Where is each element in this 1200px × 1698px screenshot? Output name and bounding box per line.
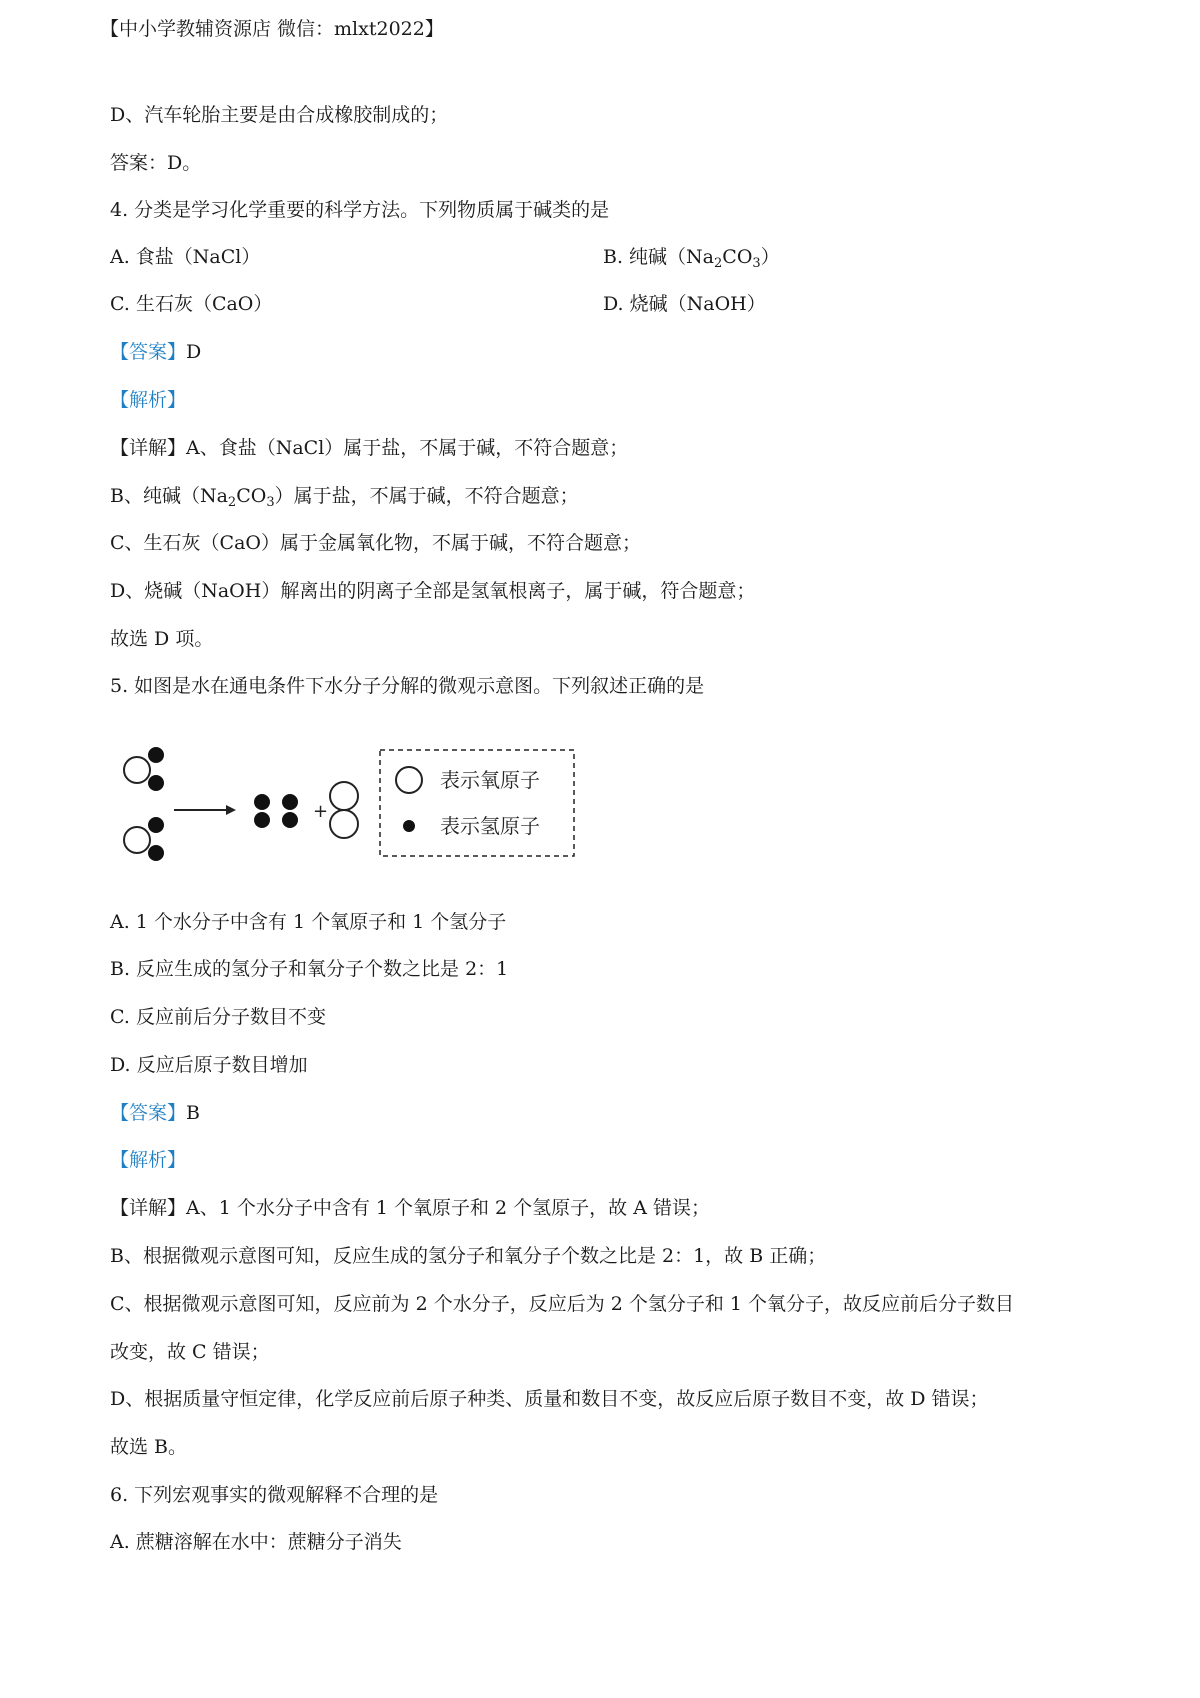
hydrogen-atom-icon [148,845,164,861]
q6-option-a: A. 蔗糖溶解在水中：蔗糖分子消失 [110,1531,402,1553]
water-molecule-icon [124,747,164,791]
q4-detail-b-text: ）属于盐，不属于碱，不符合题意； [274,485,579,507]
oxygen-atom-icon [124,757,150,783]
q4-detail-d: D、烧碱（NaOH）解离出的阴离子全部是氢氧根离子，属于碱，符合题意； [110,580,756,602]
reaction-arrow-icon [174,805,236,815]
hydrogen-atom-icon [148,775,164,791]
q4-detail-c: C、生石灰（CaO）属于金属氧化物，不属于碱，不符合题意； [110,532,641,554]
q4-detail-b-text: CO [236,485,267,507]
subscript: 3 [752,256,761,271]
hydrogen-atom-icon [148,747,164,763]
water-molecule-icon [124,817,164,861]
q4-detail-b [110,484,579,508]
q5-answer [110,1101,200,1125]
legend-box [380,750,574,856]
q4-detail-b-text: B、纯碱（Na [110,485,228,507]
q4-option-b-text: ） [760,246,780,268]
hydrogen-molecule-icon [282,794,298,828]
q4-detail-a: 【详解】A、食盐（NaCl）属于盐，不属于碱，不符合题意； [110,437,629,459]
answer-value: D [186,341,202,363]
oxygen-atom-icon [124,827,150,853]
legend-oxygen-label: 表示氧原子 [440,768,540,792]
q5-detail-b: B、根据微观示意图可知，反应生成的氢分子和氧分子个数之比是 2：1，故 B 正确； [110,1245,827,1267]
q5-detail-a: 【详解】A、1 个水分子中含有 1 个氧原子和 2 个氢原子，故 A 错误； [110,1197,710,1219]
q5-detail-c1: C、根据微观示意图可知，反应前为 2 个水分子，反应后为 2 个氢分子和 1 个氧分子，故反应前后分子数目 [110,1293,1015,1315]
hydrogen-molecule-icon [254,794,270,828]
q5-option-b: B. 反应生成的氢分子和氧分子个数之比是 2：1 [110,958,509,980]
q4-stem: 4. 分类是学习化学重要的科学方法。下列物质属于碱类的是 [110,199,610,221]
q4-option-c: C. 生石灰（CaO） [110,293,273,315]
q5-stem: 5. 如图是水在通电条件下水分子分解的微观示意图。下列叙述正确的是 [110,675,705,697]
q5-conclusion: 故选 B。 [110,1436,188,1458]
oxygen-molecule-icon [330,782,358,838]
answer-value: B [186,1102,200,1124]
q4-option-a: A. 食盐（NaCl） [110,246,261,268]
header-watermark: 【中小学教辅资源店 微信：mlxt2022】 [100,18,444,40]
hydrogen-legend-icon [403,820,415,832]
hydrogen-atom-icon [148,817,164,833]
q4-option-d: D. 烧碱（NaOH） [603,293,766,315]
q5-detail-d: D、根据质量守恒定律，化学反应前后原子种类、质量和数目不变，故反应后原子数目不变，故 D 错误； [110,1388,989,1410]
water-electrolysis-diagram [110,740,580,880]
q4-answer [110,340,201,364]
oxygen-legend-icon [396,767,422,793]
q4-conclusion: 故选 D 项。 [110,628,214,650]
legend-hydrogen-label: 表示氢原子 [440,814,540,838]
q5-option-c: C. 反应前后分子数目不变 [110,1006,326,1028]
subscript: 2 [227,495,237,510]
q4-option-b-text: CO [722,246,753,268]
answer-tag: 【答案】 [110,1102,187,1124]
q6-stem: 6. 下列宏观事实的微观解释不合理的是 [110,1484,439,1506]
subscript: 2 [714,256,723,271]
q5-option-a: A. 1 个水分子中含有 1 个氧原子和 1 个氢分子 [110,911,507,933]
prev-answer: 答案：D。 [110,152,202,174]
subscript: 3 [266,495,275,510]
answer-tag: 【答案】 [110,341,187,363]
q4-option-b-text: B. 纯碱（Na [603,246,714,268]
q5-detail-c2: 改变，故 C 错误； [110,1341,270,1363]
q5-option-d: D. 反应后原子数目增加 [110,1054,308,1076]
prev-option-d: D、汽车轮胎主要是由合成橡胶制成的； [110,104,449,126]
q4-analysis-tag: 【解析】 [110,389,187,411]
q5-analysis-tag: 【解析】 [110,1149,187,1171]
plus-sign: + [313,801,329,822]
q4-option-b [603,245,780,269]
